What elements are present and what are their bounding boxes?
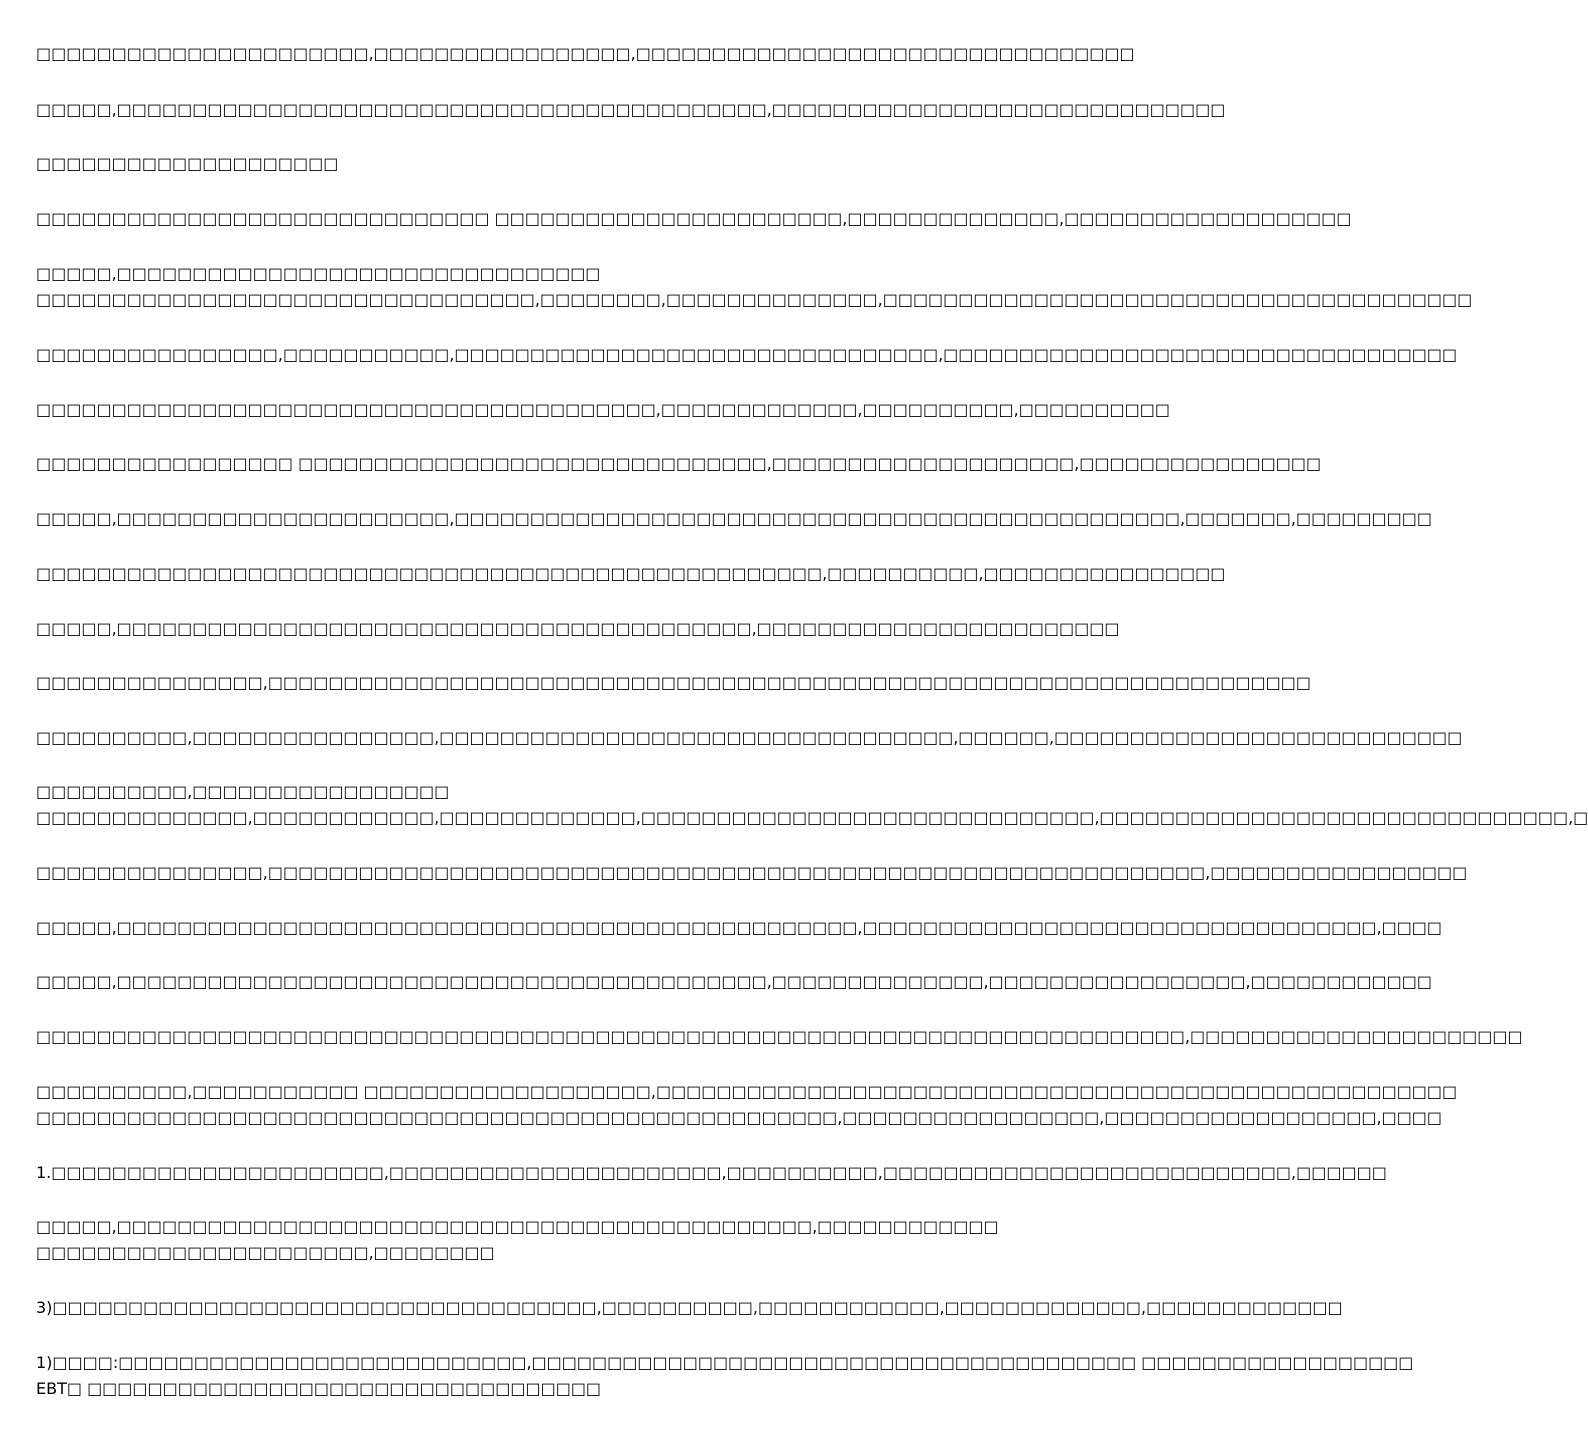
text-line: □□□□□□□□□□□□□□,□□□□□□□□□□□□,□□□□□□□□□□□□□,□□□□□□□□□□□□□□□□□□□□□□□□□□□□□□,□□□□□□□□□□□□□□□□□□□□□□□□□□□□□□□,□: [36, 808, 1588, 827]
text-line: □□□□□,□□□□□□□□□□□□□□□□□□□□□□□□□□□□□□□□□□□□□□□□□□□□□□□□□,□□□□□□□□□□□□□□□□□□□□□□□□□□□□□□□□□□,□□□□: [36, 918, 1443, 937]
text-line: □□□□□□□□□□□□□□□□□□□□□□□□□□□□□□□□□□□□□□□□□□□□□□□□□□□□□□□□□□□□□□□□□□□□□□□□□□□□,□□□□□□□□□□□□□□□□□□□□□□: [36, 1027, 1523, 1046]
text-line: □□□□□□□□□□,□□□□□□□□□□□ □□□□□□□□□□□□□□□□□□□,□□□□□□□□□□□□□□□□□□□□□□□□□□□□□□□□□□□□□□□□□□□□□□□□□□□□□: [36, 1082, 1458, 1101]
text-line: □□□□□,□□□□□□□□□□□□□□□□□□□□□□□□□□□□□□□□□□□□□□□□□□,□□□□□□□□□□□□□□□□□□□□□□□□: [36, 619, 1120, 638]
text-line: □□□□□□□□□□,□□□□□□□□□□□□□□□□,□□□□□□□□□□□□□□□□□□□□□□□□□□□□□□□□□□,□□□□□□,□□□□□□□□□□□□□□□□□□□□□□□□□□□: [36, 728, 1463, 747]
text-line: □□□□□□□□□□□□□□□□□□□□□□□□□□□□□□ □□□□□□□□□□□□□□□□□□□□□□□,□□□□□□□□□□□□□□,□□□□□□□□□□□□□□□□□□□: [36, 209, 1352, 228]
text-line: □□□□□,□□□□□□□□□□□□□□□□□□□□□□□□□□□□□□□□□□□□□□□□□□□□□□,□□□□□□□□□□□□: [36, 1217, 999, 1236]
text-line: □□□□□□□□□□□□□□□□□□□□□□,□□□□□□□□□□□□□□□□□,□□□□□□□□□□□□□□□□□□□□□□□□□□□□□□□□□: [36, 44, 1135, 63]
text-line: 1.□□□□□□□□□□□□□□□□□□□□□□,□□□□□□□□□□□□□□□□□□□□□□,□□□□□□□□□□,□□□□□□□□□□□□□□□□□□□□□□□□□□□,□□□□□□: [36, 1163, 1387, 1182]
text-line: □□□□□□□□□□□□□□□□□□□□□□□□□□□□□□□□□□□□□□□□□□□□□□□□□□□□,□□□□□□□□□□,□□□□□□□□□□□□□□□□: [36, 564, 1226, 583]
text-line: □□□□□□□□□□□□□□□□□□□□□□□□□□□□□□□□□□□□□□□□□,□□□□□□□□□□□□□,□□□□□□□□□□,□□□□□□□□□□: [36, 400, 1170, 419]
text-line: □□□□□□□□□□□□□□□,□□□□□□□□□□□□□□□□□□□□□□□□□□□□□□□□□□□□□□□□□□□□□□□□□□□□□□□□□□□□□□,□□□□□□□□□□□□□□□□□: [36, 863, 1468, 882]
text-line: □□□□□□□□□□□□□□□□□□□□□□□□□□□□□□□□□□□□□□□□□□□□□□□□□□□□□,□□□□□□□□□□□□□□□□□,□□□□□□□□□□□□□□□□□□,□□□□: [36, 1108, 1443, 1127]
text-line: EBT□ □□□□□□□□□□□□□□□□□□□□□□□□□□□□□□□□□□: [36, 1379, 602, 1398]
text-line: □□□□□□□□□□□□□□□□□ □□□□□□□□□□□□□□□□□□□□□□□□□□□□□□□,□□□□□□□□□□□□□□□□□□□□,□□□□□□□□□□□□□□□□: [36, 454, 1322, 473]
text-line: □□□□□□□□□□□□□□□□□□□□□□,□□□□□□□□: [36, 1243, 495, 1262]
text-line: □□□□□,□□□□□□□□□□□□□□□□□□□□□□□□□□□□□□□□□□□□□□□□□□□,□□□□□□□□□□□□□□□□□□□□□□□□□□□□□□: [36, 100, 1226, 119]
text-line: 1)□□□□:□□□□□□□□□□□□□□□□□□□□□□□□□□□,□□□□□□□□□□□□□□□□□□□□□□□□□□□□□□□□□□□□□□□□ □□□□□□□□□□□□□□□□□□: [36, 1353, 1414, 1372]
text-line: □□□□□□□□□□□□□□□,□□□□□□□□□□□□□□□□□□□□□□□□□□□□□□□□□□□□□□□□□□□□□□□□□□□□□□□□□□□□□□□□□□□□□: [36, 673, 1311, 692]
text-line: □□□□□□□□□□□□□□□□,□□□□□□□□□□□,□□□□□□□□□□□□□□□□□□□□□□□□□□□□□□□□,□□□□□□□□□□□□□□□□□□□□□□□□□□□□□□□□□□: [36, 345, 1458, 364]
text-line: □□□□□□□□□□□□□□□□□□□□□□□□□□□□□□□□□,□□□□□□□□,□□□□□□□□□□□□□□,□□□□□□□□□□□□□□□□□□□□□□□□□□□□□□□□□□□□□□□: [36, 290, 1473, 309]
text-line: □□□□□,□□□□□□□□□□□□□□□□□□□□□□□□□□□□□□□□: [36, 264, 601, 283]
text-line: □□□□□□□□□□□□□□□□□□□□: [36, 154, 339, 173]
text-line: □□□□□□□□□□,□□□□□□□□□□□□□□□□□: [36, 782, 450, 801]
text-line: □□□□□,□□□□□□□□□□□□□□□□□□□□□□□□□□□□□□□□□□□□□□□□□□□,□□□□□□□□□□□□□□,□□□□□□□□□□□□□□□□□,□□□□□□□□□□□□: [36, 972, 1433, 991]
text-line: □□□□□,□□□□□□□□□□□□□□□□□□□□□□,□□□□□□□□□□□□□□□□□□□□□□□□□□□□□□□□□□□□□□□□□□□□□□□□,□□□□□□□,□□□□□□□□□: [36, 509, 1433, 528]
text-line: 3)□□□□□□□□□□□□□□□□□□□□□□□□□□□□□□□□□□□□,□□□□□□□□□□,□□□□□□□□□□□□,□□□□□□□□□□□□□,□□□□□□□□□□□□□: [36, 1298, 1343, 1317]
